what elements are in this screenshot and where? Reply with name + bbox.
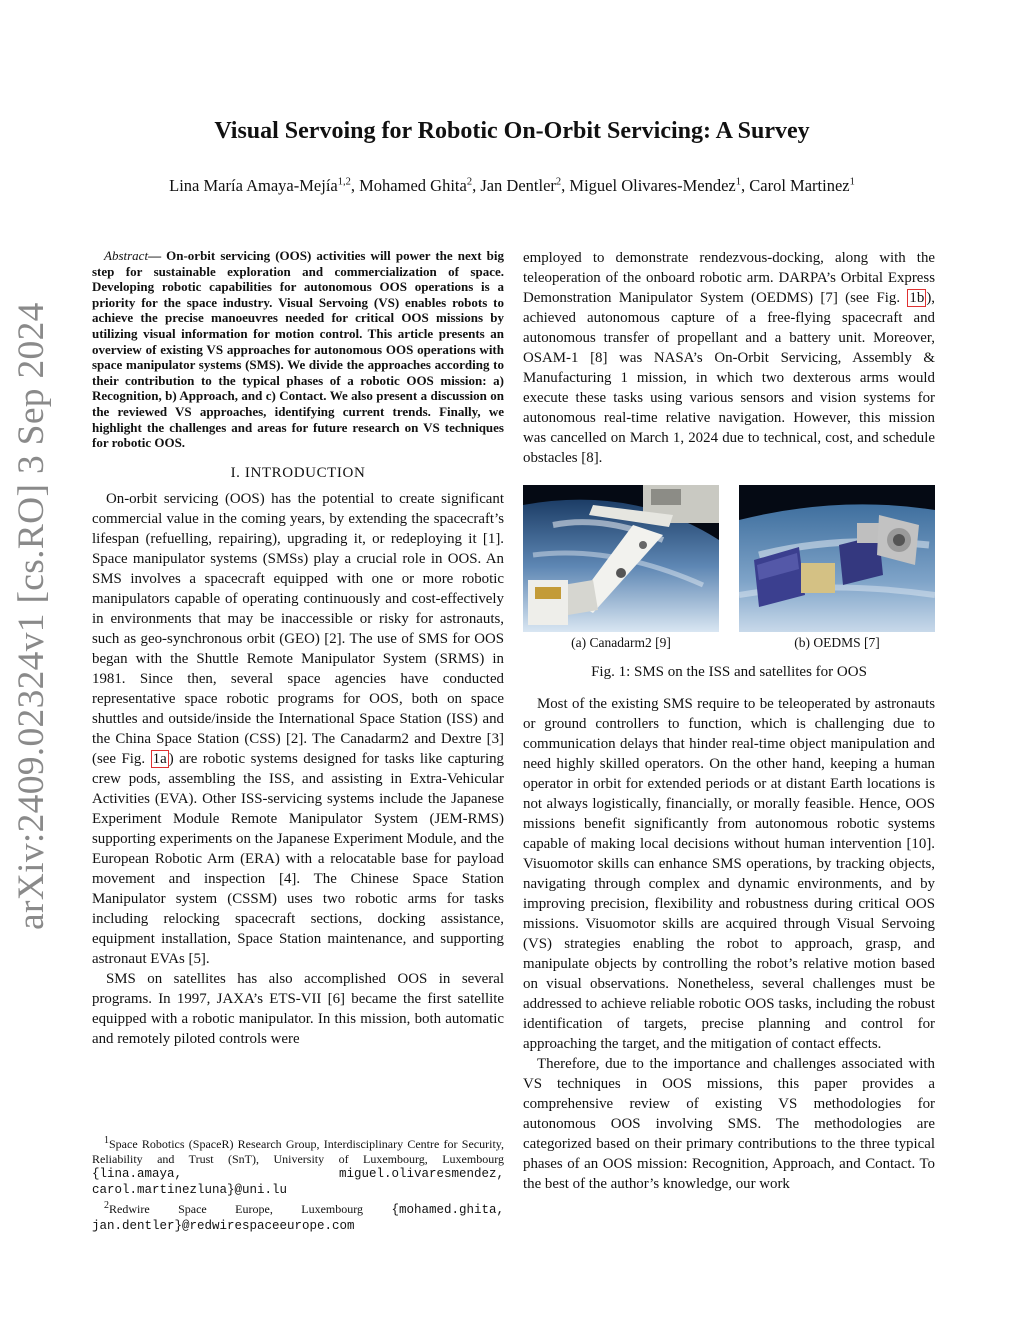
author-affiliation: 1	[735, 176, 741, 188]
paragraph: SMS on satellites has also accomplished OOS in several programs. In 1997, JAXA’s ETS-VII [6] became the first satellite equipped with a robotic manipulator. In this mission, both automatic and remotely piloted controls were	[92, 970, 504, 1047]
footnotes	[92, 1134, 504, 1235]
canadarm2-photo	[523, 485, 719, 632]
subfigure-a	[523, 485, 719, 651]
author-separator: ,	[561, 176, 570, 195]
subfigure-b	[739, 485, 935, 651]
author-separator: ,	[350, 176, 360, 195]
paragraph: Therefore, due to the importance and challenges associated with VS techniques in OOS missions, this paper provides a comprehensive review of existing VS methodologies for autonomous OOS involving SMS. The methodologies are categorized based on their primary contributions to the three typical phases of an OOS mission: Recognition, Approach, and Contact. To the best of the author’s knowledge, our work	[523, 1056, 935, 1192]
author-name: Miguel Olivares-Mendez	[569, 176, 736, 195]
section-heading-introduction: I. INTRODUCTION	[230, 464, 366, 481]
figure-link-1b[interactable]: 1b	[909, 290, 925, 306]
arxiv-id-text: arXiv:2409.02324v1 [cs.RO] 3 Sep 2024	[11, 302, 52, 930]
author-list	[0, 176, 1024, 196]
author-name: Mohamed Ghita	[359, 176, 467, 195]
figure-1	[523, 485, 935, 651]
author-affiliation: 2	[555, 176, 562, 188]
left-column	[92, 248, 504, 1049]
paragraph: employed to demonstrate rendezvous-docking, along with the teleoperation of the onboard robotic arm. DARPA’s Orbital Express Demonstration Manipulator System (OEDMS) [7] (see Fig. 1b ), achieved autonomous capture of a free-flying spacecraft and autonomous transfer of propellant and a battery unit. Moreover, OSAM-1 [8] was NASA’s On-Orbit Servicing, Assembly & Manufacturing 1 mission, in which two dexterous arms would execute these tasks using various sensors and vision systems for autonomous real-time relative navigation. However, this mission was cancelled on March 1, 2024 due to technical, cost, and schedule obstacles [8].	[523, 250, 935, 466]
paragraph: On-orbit servicing (OOS) has the potential to create significant commercial value in the coming years, by extending the spacecraft’s lifespan (refuelling, repairing), upgrading it, or redeploying it [1]. Space manipulator systems (SMSs) play a crucial role in OOS. An SMS involves a spacecraft equipped with one or more robotic manipulators capable of operating continuously and cost-effectively in environments that may be inaccessible or risky for astronauts, such as geo-synchronous orbit (GEO) [2]. The use of SMS for OOS began with the Shuttle Remote Manipulator System (SRMS) in 1981. Since then, several space agencies have conducted representative space robotic programs for OOS, both on space shuttles and outside/inside the International Space Station (ISS) and the China Space Station (CSS) [2]. The Canadarm2 and Dextre [3] (see Fig. 1a ) are robotic systems designed for tasks like capturing crew pods, assembling the ISS, and assisting in Extra-Vehicular Activities (EVA). Other ISS-servicing systems include the Japanese Experiment Module Remote Manipulator System (JEM-RMS) supporting experiments on the Japanese Experiment Module, and the European Robotic Arm (ERA) with a relocatable base for payload movement and inspection [4]. The Chinese Space Station Manipulator system (CSSM) uses two robotic arms for tasks including relocking spacecraft sections, docking assistance, equipment installation, Space Station maintenance, and supporting astronaut EVAs [5].	[92, 490, 505, 967]
author-separator: ,	[741, 176, 750, 195]
author-separator: ,	[472, 176, 481, 195]
oedms-photo	[739, 485, 935, 632]
author-affiliation: 1,2	[337, 176, 351, 188]
figure-link-1a[interactable]: 1a	[152, 750, 167, 767]
email-link[interactable]: {mohamed.ghita, jan.dentler}@redwirespaceeurope.com	[92, 1203, 504, 1233]
author-name: Lina María Amaya-Mejía	[169, 176, 338, 195]
footnote-1: $^1$Space Robotics (SpaceR) Research Group, Interdisciplinary Centre for Security, Reliability and Trust (SnT), University of Luxembourg, Luxembourg {lina.amaya, miguel.olivaresmendez, carol.martinezluna}@uni.lu	[92, 1135, 504, 1197]
abstract-label: Abstract	[104, 248, 149, 263]
abstract	[92, 248, 504, 451]
footnote-2: $^2$Redwire Space Europe, Luxembourg {mohamed.ghita, jan.dentler}@redwirespaceeurope.com	[92, 1200, 504, 1233]
email-link[interactable]: {lina.amaya, miguel.olivaresmendez, carol.martinezluna}@uni.lu	[92, 1167, 504, 1197]
subcaption-b: (b) OEDMS [7]	[794, 635, 880, 650]
paragraph: Most of the existing SMS require to be teleoperated by astronauts or ground controllers to function, which is challenging due to communication delays that hinder real-time object manipulation and need highly skilled operators. On the other hand, keeping a human operator in orbit for extended periods or at distant Earth locations is not always logistically, financially, or morally feasible. Hence, OOS missions benefit significantly from autonomous robotic systems capable of making local decisions without human intervention [10]. Visuomotor skills can enhance SMS operations, by tracking objects, navigating through complex and dynamic environments, and by improving precision, flexibility and robustness during critical OOS missions. Visuomotor skills are acquired through Visual Servoing (VS) strategies enabling the robot to approach, grasp, and manipulate objects by controlling the robot’s relative motion based on visual observations. Nonetheless, several challenges must be addressed to achieve reliable robotic OOS tasks, including the robust identification of targets, precise planning and control for approaching the target, and the mitigation of contact effects.	[523, 696, 935, 1052]
abstract-text: — On-orbit servicing (OOS) activities will power the next big step for sustainable exploration and commercialization of space. Developing robotic capabilities for autonomous OOS operations is a priority for the space industry. Visual Servoing (VS) enables robots to achieve the precise manoeuvres needed for critical OOS missions by utilizing visual information for motion control. This article presents an overview of existing VS approaches for autonomous OOS operations with space manipulator systems (SMS). We divide the approaches according to their contribution to the typical phases of a robotic OOS mission: a) Recognition, b) Approach, and c) Contact. We also present a discussion on the reviewed VS approaches, identifying current trends. Finally, we highlight the challenges and areas for future research on VS techniques for robotic OOS.	[92, 248, 504, 451]
right-column	[523, 248, 935, 1194]
author-affiliation: 2	[466, 176, 473, 188]
author-name: Jan Dentler	[480, 176, 556, 195]
author-name: Carol Martinez	[749, 176, 850, 195]
subcaption-a: (a) Canadarm2 [9]	[571, 635, 671, 650]
paper-title: Visual Servoing for Robotic On-Orbit Servicing: A Survey	[214, 118, 810, 144]
figure-caption: Fig. 1: SMS on the ISS and satellites for OOS	[591, 664, 867, 680]
author-affiliation: 1	[849, 176, 855, 188]
